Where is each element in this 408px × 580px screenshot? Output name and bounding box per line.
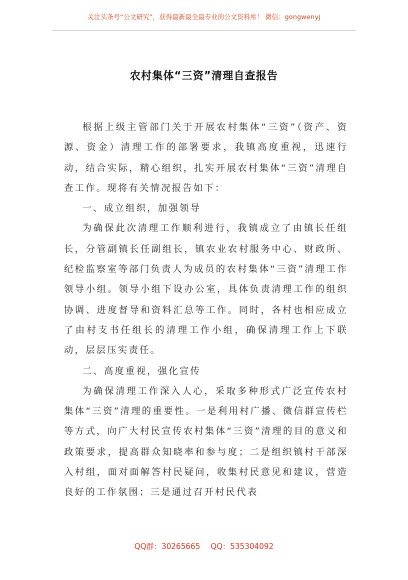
- header-divider: [52, 30, 356, 31]
- intro-paragraph: 根据上级主管部门关于开展农村集体“三资”（资产、资源、资金）清理工作的部署要求，我镇高度重视，迅速行动，结合实际，精心组织，扎实开展农村集体“三资”清理自查工作。现将有关情况报告如下：: [64, 122, 348, 194]
- section-heading-1: 一、成立组织，加强领导: [82, 203, 202, 215]
- section-heading-2: 二、高度重视，强化宣传: [82, 365, 202, 377]
- document-title: 农村集体“三资”清理自查报告: [129, 70, 279, 82]
- footer-qq-number: QQ：535304092: [210, 542, 274, 551]
- footer-contact: [0, 541, 408, 552]
- document-body: [64, 118, 348, 504]
- header-promo-note: 关注头条号“公文研究”，获得最新最全最专业的公文资料库！ 微信：gongwenyj: [87, 13, 321, 21]
- footer-qq-group: QQ群：30265665: [134, 542, 201, 551]
- section-1-paragraph: 为确保此次清理工作顺利进行，我镇成立了由镇长任组长，分管副镇长任副组长，镇农业农村服务中心、财政所、纪检监察室等部门负责人为成员的农村集体“三资”清理工作领导小组。领导小组下设办公室，具体负责清理工作的组织协调、进度督导和资料汇总等工作。同时，各村也相应成立了由村支书任组长的清理工作小组，确保清理工作上下联动，层层压实责任。: [64, 223, 348, 357]
- section-2-paragraph: 为确保清理工作深入人心，采取多种形式广泛宣传农村集体“三资”清理的重要性。一是利用村广播、微信群宣传栏等方式，向广大村民宣传农村集体“三资”清理的目的意义和政策要求，提高群众知晓率和参与度；二是组织镇村干部深入村组，面对面解答村民疑问，收集村民意见和建议，营造良好的工作氛围；三是通过召开村民代表: [64, 385, 348, 499]
